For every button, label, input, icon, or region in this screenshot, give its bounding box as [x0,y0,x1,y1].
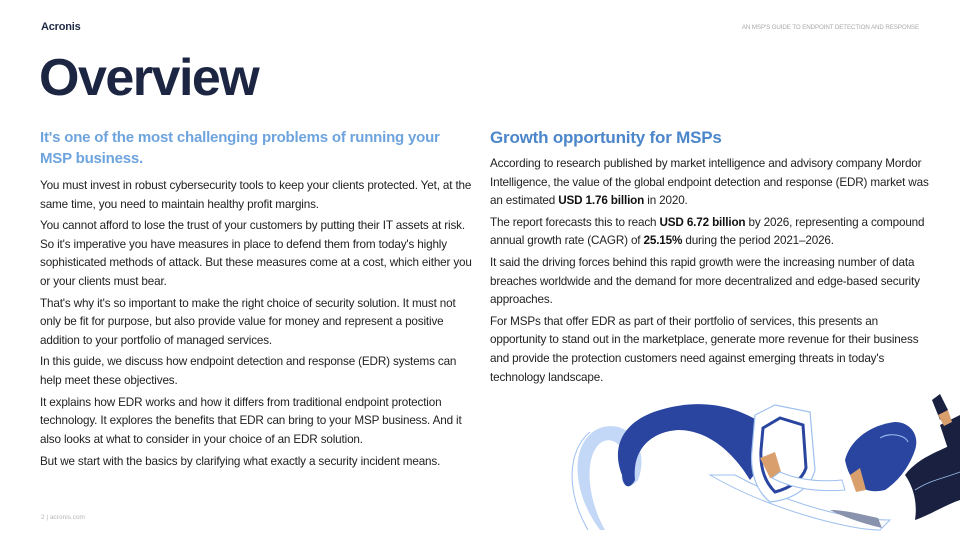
market-value-2020: USD 1.76 billion [558,194,645,208]
text: during the period 2021–2026. [682,234,834,248]
market-value-2026: USD 6.72 billion [659,215,746,229]
paragraph: You cannot afford to lose the trust of your customers by putting their IT assets at risk. So it's imperative you have measures in place to defend them from today's highly sophisticated methods of attack. But these measures come at a cost, which either you or your clients must bear. [40,219,472,288]
blue-cape [618,404,765,486]
page-footer [41,514,85,521]
cagr-value: 25.15% [643,234,683,248]
document-title: AN MSP'S GUIDE TO ENDPOINT DETECTION AND RESPONSE [741,24,919,31]
left-column [40,127,475,475]
right-column [490,127,930,390]
page-title: Overview [39,49,259,107]
text: According to research published by market intelligence and advisory company Mordor Intelligence, the value of the global endpoint detection and response (EDR) market was an estimated [490,157,929,208]
page-number: 2 [41,514,45,521]
text: The report forecasts this to reach [490,215,660,229]
forecast-paragraph [490,214,930,251]
paragraph: You must invest in robust cybersecurity tools to keep your clients protected. Yet, at the same time, you need to maintain healthy profit margins. [40,179,472,211]
paragraph: It explains how EDR works and how it differs from traditional endpoint protection technology. It explores the benefits that EDR can bring to your MSP business. And it also looks at what to consider in your choice of an EDR solution. [40,395,462,446]
text: by 2026, representing a compound annual growth rate (CAGR) of [490,215,925,248]
illustration-woman-with-shield [560,380,960,540]
acronis-logo: Acronis [41,21,81,33]
left-subheading: It's one of the most challenging problems of running your MSP business. [40,129,440,167]
paragraph: It said the driving forces behind this rapid growth were the increasing number of data breaches worldwide and the demand for more decentralized and edge-based security approaches. [490,255,920,307]
paragraph: In this guide, we discuss how endpoint detection and response (EDR) systems can help meet these objectives. [40,355,457,387]
paragraph: For MSPs that offer EDR as part of their portfolio of services, this presents an opportunity to stand out in the marketplace, generate more revenue for their business and provide the protection customers need against emerging threats in today's technology landscape. [490,314,919,384]
footer-link[interactable]: acronis.com [49,514,85,521]
paragraph: But we start with the basics by clarifying what exactly a security incident means. [40,455,441,469]
growth-subheading: Growth opportunity for MSPs [490,128,722,147]
market-value-paragraph [490,155,930,211]
paragraph: That's why it's so important to make the right choice of security solution. It must not only be fit for purpose, but also provide value for money and represent a positive addition to your portfolio of managed services. [40,296,456,347]
footer-separator: | [44,514,50,521]
text: in 2020. [644,194,688,208]
